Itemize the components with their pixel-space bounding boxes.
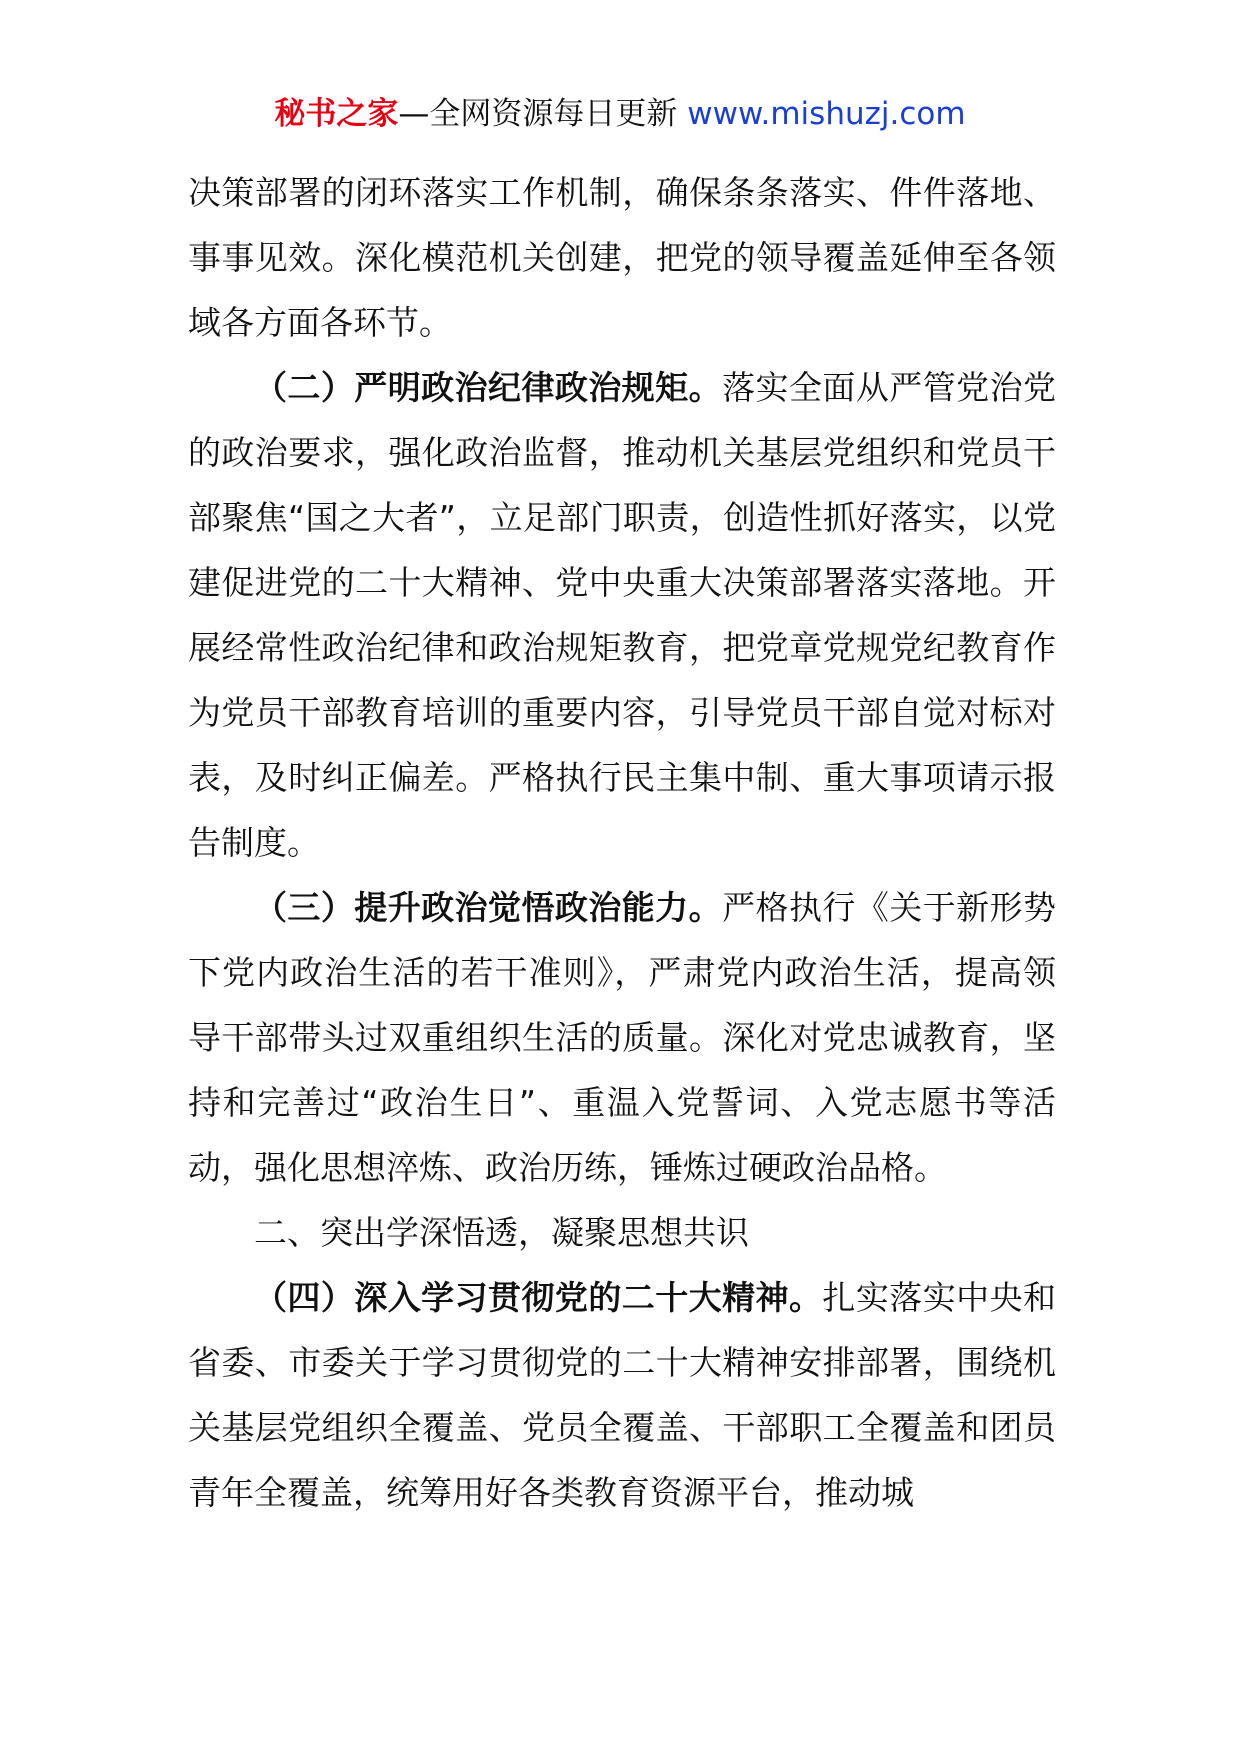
paragraph-section-4	[188, 1265, 1056, 1525]
paragraph-text: 决策部署的闭环落实工作机制，确保条条落实、件件落地、事事见效。深化模范机关创建，把党的领导覆盖延伸至各领域各方面各环节。	[188, 173, 1056, 342]
paragraph-text: 落实全面从严管党治党的政治要求，强化政治监督，推动机关基层党组织和党员干部聚焦“国之大者”，立足部门职责，创造性抓好落实，以党建促进党的二十大精神、党中央重大决策部署落实落地。开展经常性政治纪律和政治规矩教育，把党章党规党纪教育作为党员干部教育培训的重要内容，引导党员干部自觉对标对表，及时纠正偏差。严格执行民主集中制、重大事项请示报告制度。	[188, 368, 1057, 862]
paragraph-text: 扎实落实中央和省委、市委关于学习贯彻党的二十大精神安排部署，围绕机关基层党组织全覆盖、党员全覆盖、干部职工全覆盖和团员青年全覆盖，统筹用好各类教育资源平台，推动城	[188, 1278, 1057, 1512]
paragraph-text: 严格执行《关于新形势下党内政治生活的若干准则》，严肃党内政治生活，提高领导干部带头过双重组织生活的质量。深化对党忠诚教育，坚持和完善过“政治生日”、重温入党誓词、入党志愿书等活动，强化思想淬炼、政治历练，锤炼过硬政治品格。	[188, 888, 1057, 1187]
banner-brand: 秘书之家	[274, 96, 399, 132]
paragraph-section-2	[188, 355, 1056, 875]
part-heading	[188, 1200, 1056, 1265]
document-body	[188, 160, 1056, 1525]
paragraph-section-3	[188, 875, 1056, 1200]
section-heading: （三）提升政治觉悟政治能力。	[254, 888, 723, 927]
part-heading-text: 二、突出学深悟透，凝聚思想共识	[254, 1213, 749, 1252]
section-heading: （四）深入学习贯彻党的二十大精神。	[254, 1278, 823, 1317]
site-banner	[0, 92, 1240, 136]
banner-slogan: —全网资源每日更新	[398, 96, 688, 132]
section-heading: （二）严明政治纪律政治规矩。	[254, 368, 723, 407]
paragraph-continuation	[188, 160, 1056, 355]
banner-url-link[interactable]: www.mishuzj.com	[687, 96, 966, 132]
